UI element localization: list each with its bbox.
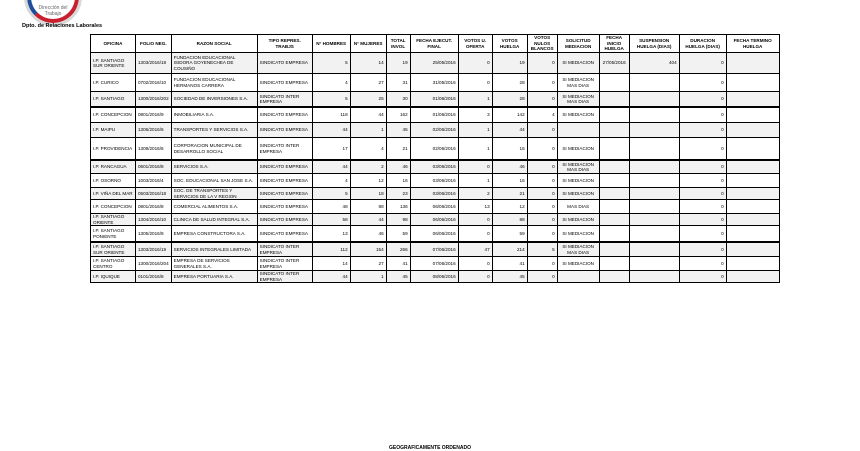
table-cell [599,242,629,257]
table-cell [599,188,629,200]
table-cell: 0 [679,160,726,174]
table-cell: 162 [386,107,410,123]
table-cell: 12 [492,200,527,214]
table-cell [726,123,779,138]
table-cell: 0 [679,271,726,283]
table-cell: 0 [527,160,557,174]
table-row [91,271,780,283]
table-cell: SERVICIOS S.A. [171,160,257,174]
table-cell [599,271,629,283]
table-cell: I.P. VIÑA DEL MAR [91,188,136,200]
table-cell: SINDICATO EMPRESA [257,160,312,174]
column-header: SUSPENSION HUELGA (DIAS) [629,35,679,53]
table-cell: 41 [492,257,527,271]
table-cell: 0702/2016/10 [136,74,172,92]
table-cell: 25 [350,92,386,108]
table-cell: I.P. CONCEPCION [91,200,136,214]
column-header: RAZON SOCIAL [171,35,257,53]
table-cell: 02/06/2016 [410,123,458,138]
table-cell: 112 [312,242,350,257]
table-cell [726,226,779,243]
table-cell [599,92,629,108]
table-cell [629,226,679,243]
table-cell [726,271,779,283]
table-cell [629,257,679,271]
table-cell: 03/06/2016 [410,174,458,188]
table-cell: 0 [527,188,557,200]
table-cell: 06/06/2016 [410,214,458,226]
table-cell: I.P. PROVIDENCIA [91,138,136,161]
table-cell: SI MEDIACION [557,188,599,200]
table-cell: 07/06/2016 [410,242,458,257]
table-cell: 1 [458,174,492,188]
table-cell: 0 [679,174,726,188]
table-cell: 27/05/2016 [599,53,629,74]
table-cell: EMPRESA CONSTRUCTORA S.A. [171,226,257,243]
table-cell: SI MEDIACION [557,214,599,226]
table-cell: 27 [350,257,386,271]
table-cell: 0 [679,200,726,214]
table-cell: 0 [679,138,726,161]
table-cell [726,107,779,123]
table-cell: 118 [312,107,350,123]
table-cell: 27 [350,74,386,92]
table-cell [726,188,779,200]
table-cell: I.P. RANCAGUA [91,160,136,174]
table-cell: 59 [386,226,410,243]
table-cell: 98 [386,214,410,226]
table-cell: 1300/2016/204 [136,257,172,271]
table-cell: 88 [350,200,386,214]
table-cell [599,214,629,226]
table-cell: 45 [386,271,410,283]
table-cell: 0 [458,53,492,74]
table-cell: 214 [492,242,527,257]
table-cell: 47 [458,242,492,257]
table-cell: COMERCIAL ALIMENTOS S.A. [171,200,257,214]
table-row [91,160,780,174]
column-header: TIPO REPRES. TRABJS [257,35,312,53]
table-cell: 28 [492,92,527,108]
table-cell: 21 [386,138,410,161]
table-cell: 21 [492,188,527,200]
table-cell: 0 [458,160,492,174]
table-cell: SINDICATO INTER EMPRESA [257,92,312,108]
table-cell: I.P. SANTIAGO SUR ORIENTE [91,53,136,74]
table-cell: 0 [527,226,557,243]
table-cell: I.P. CURICO [91,74,136,92]
column-header: VOTOS HUELGA [492,35,527,53]
table-cell: 07/06/2016 [410,257,458,271]
table-cell [629,92,679,108]
table-cell: 154 [350,242,386,257]
table-cell: SINDICATO INTER EMPRESA [257,242,312,257]
table-cell: 45 [492,271,527,283]
table-cell: 28 [492,74,527,92]
table-cell [726,160,779,174]
table-row [91,242,780,257]
column-header: FOLIO NEG. [136,35,172,53]
table-cell: 4 [312,74,350,92]
table-cell: 0 [458,257,492,271]
table-row [91,174,780,188]
table-cell: SERVICIOS INTEGRALES LIMITADA [171,242,257,257]
table-cell: I.P. SANTIAGO SUR ORIENTE [91,242,136,257]
table-row [91,92,780,108]
table-cell: 12 [350,174,386,188]
column-header: FECHA TERMINO HUELGA [726,35,779,53]
column-header: OFICINA [91,35,136,53]
table-cell [629,214,679,226]
table-cell: 1300/2016/202 [136,92,172,108]
logo-text: Dirección del Trabajo [38,5,68,17]
table-cell: 1 [350,271,386,283]
table-cell: 0503/2016/18 [136,188,172,200]
table-cell: EMPRESA DE SERVICIOS GENERALES S.A. [171,257,257,271]
table-cell: 44 [312,271,350,283]
table-cell: 48 [312,200,350,214]
table-cell: SI MEDIACION [557,174,599,188]
table-cell: 1303/2016/18 [136,53,172,74]
table-cell: SINDICATO EMPRESA [257,200,312,214]
table-cell: 0 [527,138,557,161]
table-cell [726,92,779,108]
table-cell: SI MEDIACION MAS DIAS [557,242,599,257]
table-cell: 0 [458,74,492,92]
table-cell [599,160,629,174]
table-cell: 0 [679,123,726,138]
table-cell [726,138,779,161]
table-cell: 1305/2016/9 [136,226,172,243]
table-cell [726,257,779,271]
table-cell: SINDICATO EMPRESA [257,226,312,243]
table-cell [629,160,679,174]
table-cell: 0 [527,271,557,283]
table-cell [726,174,779,188]
table-cell: 4 [350,138,386,161]
table-cell: 0 [527,174,557,188]
column-header: DURACION HUELGA (DIAS) [679,35,726,53]
table-cell: 1303/2016/19 [136,242,172,257]
footer-text: GEOGRAFICAMENTE ORDENADO [389,445,471,451]
table-cell: 0601/2016/8 [136,160,172,174]
table-cell: 404 [629,53,679,74]
table-cell: 13 [312,226,350,243]
table-cell: 14 [350,53,386,74]
table-cell [599,226,629,243]
table-cell: I.P. MAIPU [91,123,136,138]
table-cell: I.P. IQUIQUE [91,271,136,283]
column-header: VOTOS U. OFERTA [458,35,492,53]
table-cell: 46 [492,160,527,174]
table-cell: SI MEDIACION MAS DIAS [557,92,599,108]
table-cell: 19 [492,53,527,74]
table-cell [629,271,679,283]
table-row [91,123,780,138]
table-cell: 17 [312,138,350,161]
table-cell: 5 [312,53,350,74]
table-cell: SOC. EDUCACIONAL SAN JOSE S.A. [171,174,257,188]
table-cell: 0 [527,92,557,108]
table-cell: 0801/2016/8 [136,200,172,214]
table-cell: 4 [527,107,557,123]
table-cell: 0 [527,123,557,138]
table-cell: SOCIEDAD DE INVERSIONES S.A. [171,92,257,108]
strikes-table [90,34,780,283]
table-cell: 88 [492,214,527,226]
table-cell: 142 [492,107,527,123]
table-cell: 0 [679,214,726,226]
table-cell: I.P. SANTIAGO [91,92,136,108]
table-cell: 01/06/2016 [410,92,458,108]
table-cell: 0 [679,53,726,74]
table-cell: 01/06/2016 [410,107,458,123]
table-cell: SINDICATO EMPRESA [257,123,312,138]
table-cell: 0801/2016/9 [136,107,172,123]
table-cell: 1 [350,123,386,138]
table-cell: SINDICATO EMPRESA [257,53,312,74]
table-cell: 13 [458,200,492,214]
table-cell: 44 [312,123,350,138]
table-cell: 58 [312,214,350,226]
table-cell [629,242,679,257]
column-header: N° HOMBRES [312,35,350,53]
table-cell: SINDICATO INTER EMPRESA [257,138,312,161]
table-cell [629,188,679,200]
table-cell: 03/06/2016 [410,188,458,200]
table-cell [599,257,629,271]
table-cell: FUNDACION EDUCACIONAL HERMANOS CARRERA [171,74,257,92]
column-header: FECHA INICIO HUELGA [599,35,629,53]
table-cell: CLINICA DE SALUD INTEGRAL S.A. [171,214,257,226]
table-cell: SOC. DE TRANSPORTES Y SERVICIOS DE LA V REGION [171,188,257,200]
table-cell: 41 [386,257,410,271]
table-cell [599,174,629,188]
column-header: VOTOS NULOS BLANCOS [527,35,557,53]
table-cell: 5 [312,188,350,200]
table-cell: I.P. SANTIAGO ORIENTE [91,214,136,226]
table-cell: 31/05/2016 [410,74,458,92]
table-cell: 06/06/2016 [410,200,458,214]
table-cell: SI MEDIACION [557,138,599,161]
table-cell: 5 [312,92,350,108]
table-cell: I.P. SANTIAGO PONIENTE [91,226,136,243]
table-cell: 0 [527,53,557,74]
table-cell: 08/06/2016 [410,271,458,283]
table-cell: 0 [458,226,492,243]
table-cell: 5 [527,242,557,257]
table-cell: 30 [386,92,410,108]
table-cell [599,123,629,138]
table-cell: 14 [312,257,350,271]
table-cell [599,138,629,161]
table-row [91,53,780,74]
table-row [91,257,780,271]
column-header: FECHA EJECUT. FINAL [410,35,458,53]
table-cell: 3 [458,107,492,123]
table-cell: SINDICATO EMPRESA [257,174,312,188]
table-cell [726,74,779,92]
table-cell [557,271,599,283]
table-cell: 0 [527,257,557,271]
table-cell: 59 [492,226,527,243]
table-cell: 46 [386,160,410,174]
table-cell: 0 [527,200,557,214]
table-cell: SI MEDIACION [557,226,599,243]
table-row [91,214,780,226]
table-cell: 1306/2016/6 [136,123,172,138]
table-cell: SINDICATO INTER EMPRESA [257,271,312,283]
table-cell: SI MEDIACION [557,107,599,123]
table-cell [629,123,679,138]
column-header: TOTAL INVOL [386,35,410,53]
table-cell: 1003/2016/4 [136,174,172,188]
table-cell: 03/06/2016 [410,160,458,174]
table-cell: 2 [458,188,492,200]
table-cell: SINDICATO INTER EMPRESA [257,257,312,271]
table-cell: I.P. OSORNO [91,174,136,188]
table-cell [629,200,679,214]
table-cell: 18 [350,188,386,200]
table-cell: 0 [527,74,557,92]
table-cell: 06/06/2016 [410,226,458,243]
table-row [91,200,780,214]
table-cell: 0 [679,257,726,271]
table-cell: SI MEDIACION MAS DIAS [557,74,599,92]
table-cell: 0 [679,188,726,200]
table-body [91,53,780,283]
table-cell [599,107,629,123]
table-cell [599,200,629,214]
table-cell: 0101/2016/8 [136,271,172,283]
table-cell: 0 [679,107,726,123]
table-cell: 1 [458,92,492,108]
table-cell [629,174,679,188]
table-cell: 46 [350,226,386,243]
table-cell [629,138,679,161]
column-header: SOLICITUD MEDIACION [557,35,599,53]
table-cell: SI MEDIACION [557,257,599,271]
table-cell [726,53,779,74]
table-cell: 0 [679,74,726,92]
table-cell: I.P. SANTIAGO CENTRO [91,257,136,271]
table-cell: 266 [386,242,410,257]
table-cell: 44 [350,107,386,123]
column-header: N° MUJERES [350,35,386,53]
table-cell: 4 [312,174,350,188]
table-cell: SI MEDIACION [557,53,599,74]
table-cell: 23 [386,188,410,200]
table-cell: TRANSPORTES Y SERVICIOS S.A. [171,123,257,138]
table-cell: 16 [492,174,527,188]
table-cell: SINDICATO EMPRESA [257,214,312,226]
table-cell [629,74,679,92]
table-cell: SI MEDIACION MAS DIAS [557,160,599,174]
table-cell: 16 [386,174,410,188]
table-cell: 44 [492,123,527,138]
table-cell: CORPORACION MUNICIPAL DE DESARROLLO SOCIAL [171,138,257,161]
table-cell: 44 [350,214,386,226]
table-cell: 31 [386,74,410,92]
table-cell: 0 [458,271,492,283]
table-cell: I.P. CONCEPCION [91,107,136,123]
table-cell [726,200,779,214]
table-cell: 0 [527,214,557,226]
table-cell [599,74,629,92]
table-cell: 1309/2016/6 [136,138,172,161]
table-cell: SINDICATO EMPRESA [257,74,312,92]
table-cell: SINDICATO EMPRESA [257,107,312,123]
table-cell: 0 [679,242,726,257]
table-cell: 45 [386,123,410,138]
table-row [91,74,780,92]
table-cell: 1 [458,123,492,138]
table-cell [726,214,779,226]
table-cell: 2 [350,160,386,174]
table-cell: 19 [386,53,410,74]
table-cell: SINDICATO EMPRESA [257,188,312,200]
table-cell: FUNDACION EDUCACIONAL ISIDORA GOYENECHEA DE COUSIÑO [171,53,257,74]
table-cell: 1 [458,138,492,161]
table-header-row [91,35,780,53]
table-cell [629,107,679,123]
table-row [91,188,780,200]
table-cell: 16 [492,138,527,161]
table-cell: 0 [458,214,492,226]
table-cell: MAS DIAS [557,200,599,214]
table-cell: INMOBILIARIA S.A. [171,107,257,123]
table-row [91,107,780,123]
table-cell: 136 [386,200,410,214]
table-cell: 1304/2016/10 [136,214,172,226]
table-cell: 0 [679,92,726,108]
table-cell: 25/05/2016 [410,53,458,74]
table-cell: 02/06/2016 [410,138,458,161]
department-label: Dpto. de Relaciones Laborales [22,23,103,29]
table-cell: EMPRESA PORTUARIA S.A. [171,271,257,283]
table-row [91,138,780,161]
table-row [91,226,780,243]
table-cell: 44 [312,160,350,174]
table-cell: 0 [679,226,726,243]
table-cell [726,242,779,257]
table-cell [557,123,599,138]
